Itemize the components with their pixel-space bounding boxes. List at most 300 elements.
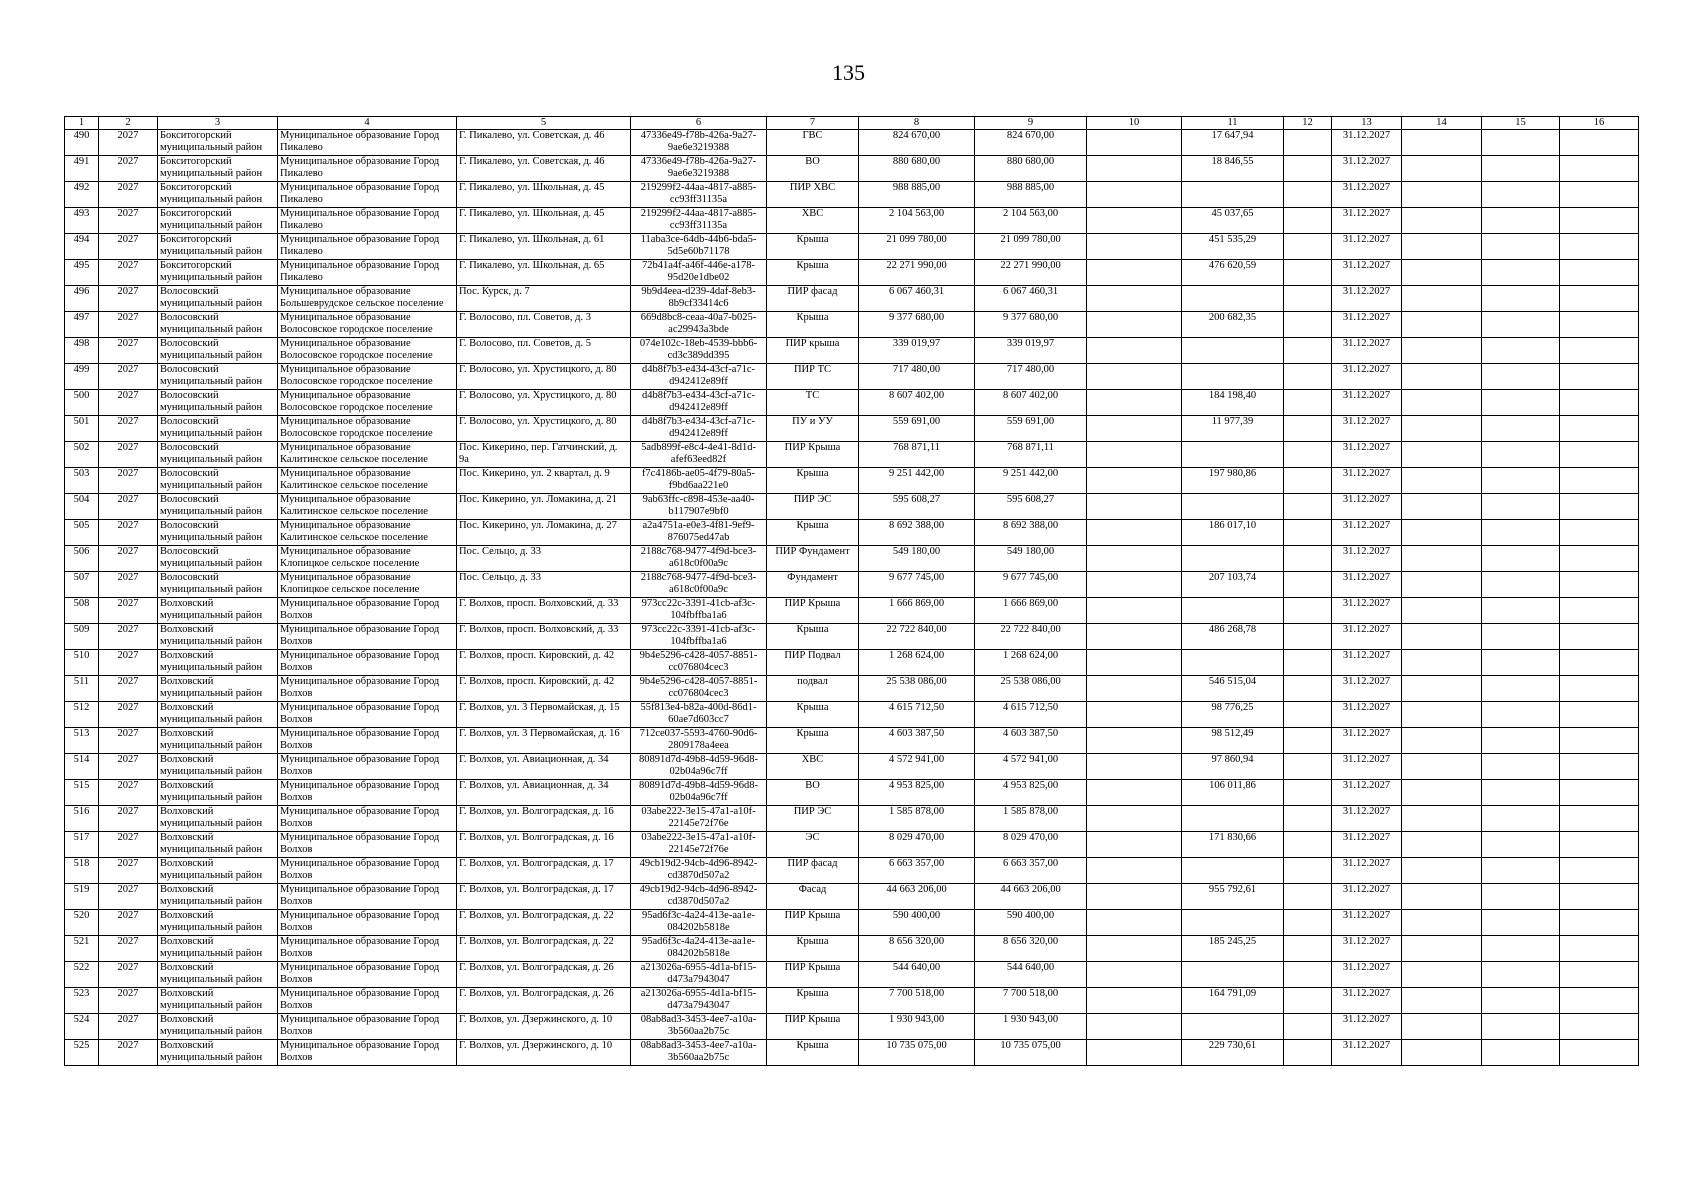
cell-col-12	[1284, 520, 1332, 546]
cell-col-5: Г. Волхов, ул. 3 Первомайская, д. 16	[457, 728, 631, 754]
cell-col-6: 55f813e4-b82a-400d-86d1-60ae7d603cc7	[631, 702, 767, 728]
cell-col-15	[1482, 936, 1560, 962]
cell-col-1: 503	[65, 468, 99, 494]
cell-col-10	[1087, 130, 1182, 156]
cell-col-16	[1560, 442, 1639, 468]
cell-col-13: 31.12.2027	[1332, 156, 1402, 182]
cell-col-7: ПИР Крыша	[767, 598, 859, 624]
cell-col-13: 31.12.2027	[1332, 208, 1402, 234]
cell-col-16	[1560, 286, 1639, 312]
cell-col-2: 2027	[99, 624, 158, 650]
cell-col-6: f7c4186b-ae05-4f79-80a5-f9bd6aa221e0	[631, 468, 767, 494]
cell-col-14	[1402, 754, 1482, 780]
cell-col-16	[1560, 260, 1639, 286]
cell-col-13: 31.12.2027	[1332, 936, 1402, 962]
cell-col-1: 505	[65, 520, 99, 546]
cell-col-4: Муниципальное образование Город Волхов	[278, 728, 457, 754]
cell-col-5: Пос. Кикерино, ул. 2 квартал, д. 9	[457, 468, 631, 494]
cell-col-3: Волховский муниципальный район	[158, 1040, 278, 1066]
cell-col-12	[1284, 676, 1332, 702]
cell-col-12	[1284, 754, 1332, 780]
cell-col-7: Крыша	[767, 702, 859, 728]
cell-col-1: 502	[65, 442, 99, 468]
cell-col-16	[1560, 910, 1639, 936]
cell-col-6: 80891d7d-49b8-4d59-96d8-02b04a96c7ff	[631, 780, 767, 806]
cell-col-3: Волховский муниципальный район	[158, 962, 278, 988]
cell-col-10	[1087, 754, 1182, 780]
cell-col-3: Волховский муниципальный район	[158, 858, 278, 884]
cell-col-14	[1402, 884, 1482, 910]
cell-col-10	[1087, 884, 1182, 910]
cell-col-14	[1402, 338, 1482, 364]
cell-col-7: ПИР ЭС	[767, 806, 859, 832]
table-row	[65, 364, 1639, 390]
cell-col-13: 31.12.2027	[1332, 754, 1402, 780]
column-header-3: 3	[158, 117, 278, 130]
cell-col-6: 11aba3ce-64db-44b6-bda5-5d5e60b71178	[631, 234, 767, 260]
cell-col-10	[1087, 832, 1182, 858]
table-row	[65, 546, 1639, 572]
cell-col-2: 2027	[99, 520, 158, 546]
cell-col-5: Г. Волхов, ул. Авиационная, д. 34	[457, 754, 631, 780]
cell-col-7: ВО	[767, 780, 859, 806]
cell-col-5: Г. Пикалево, ул. Советская, д. 46	[457, 130, 631, 156]
cell-col-16	[1560, 494, 1639, 520]
cell-col-5: Г. Волхов, ул. Волгоградская, д. 17	[457, 884, 631, 910]
cell-col-2: 2027	[99, 208, 158, 234]
column-header-4: 4	[278, 117, 457, 130]
cell-col-6: 47336e49-f78b-426a-9a27-9ae6e3219388	[631, 130, 767, 156]
column-header-15: 15	[1482, 117, 1560, 130]
cell-col-14	[1402, 624, 1482, 650]
cell-col-4: Муниципальное образование Город Пикалево	[278, 182, 457, 208]
cell-col-3: Волховский муниципальный район	[158, 806, 278, 832]
cell-col-11: 164 791,09	[1182, 988, 1284, 1014]
cell-col-2: 2027	[99, 390, 158, 416]
cell-col-15	[1482, 988, 1560, 1014]
cell-col-4: Муниципальное образование Город Волхов	[278, 936, 457, 962]
table-row	[65, 416, 1639, 442]
cell-col-8: 1 268 624,00	[859, 650, 975, 676]
cell-col-10	[1087, 858, 1182, 884]
cell-col-6: 9b9d4eea-d239-4daf-8eb3-8b9cf33414c6	[631, 286, 767, 312]
cell-col-7: ЭС	[767, 832, 859, 858]
cell-col-9: 559 691,00	[975, 416, 1087, 442]
cell-col-16	[1560, 936, 1639, 962]
cell-col-11: 451 535,29	[1182, 234, 1284, 260]
cell-col-7: ПИР Крыша	[767, 442, 859, 468]
cell-col-3: Волховский муниципальный район	[158, 988, 278, 1014]
cell-col-7: ПИР Крыша	[767, 910, 859, 936]
cell-col-8: 590 400,00	[859, 910, 975, 936]
cell-col-3: Волосовский муниципальный район	[158, 312, 278, 338]
cell-col-13: 31.12.2027	[1332, 806, 1402, 832]
cell-col-12	[1284, 936, 1332, 962]
cell-col-11	[1182, 858, 1284, 884]
cell-col-4: Муниципальное образование Город Волхов	[278, 676, 457, 702]
cell-col-9: 988 885,00	[975, 182, 1087, 208]
cell-col-7: ПИР Подвал	[767, 650, 859, 676]
cell-col-15	[1482, 468, 1560, 494]
cell-col-12	[1284, 156, 1332, 182]
cell-col-12	[1284, 572, 1332, 598]
table-row	[65, 598, 1639, 624]
register-table	[64, 116, 1639, 1066]
cell-col-11: 106 011,86	[1182, 780, 1284, 806]
cell-col-16	[1560, 884, 1639, 910]
cell-col-3: Волосовский муниципальный район	[158, 338, 278, 364]
cell-col-3: Волховский муниципальный район	[158, 624, 278, 650]
table-row	[65, 1040, 1639, 1066]
cell-col-9: 1 666 869,00	[975, 598, 1087, 624]
cell-col-12	[1284, 416, 1332, 442]
cell-col-15	[1482, 832, 1560, 858]
cell-col-5: Г. Волхов, просп. Кировский, д. 42	[457, 650, 631, 676]
cell-col-5: Г. Пикалево, ул. Советская, д. 46	[457, 156, 631, 182]
column-header-5: 5	[457, 117, 631, 130]
cell-col-11: 97 860,94	[1182, 754, 1284, 780]
table-row	[65, 754, 1639, 780]
cell-col-2: 2027	[99, 936, 158, 962]
cell-col-1: 501	[65, 416, 99, 442]
table-row	[65, 390, 1639, 416]
cell-col-16	[1560, 858, 1639, 884]
table-row	[65, 832, 1639, 858]
column-header-8: 8	[859, 117, 975, 130]
table-row	[65, 130, 1639, 156]
cell-col-4: Муниципальное образование Калитинское сельское поселение	[278, 494, 457, 520]
cell-col-8: 9 377 680,00	[859, 312, 975, 338]
cell-col-8: 339 019,97	[859, 338, 975, 364]
cell-col-8: 22 722 840,00	[859, 624, 975, 650]
cell-col-12	[1284, 780, 1332, 806]
cell-col-12	[1284, 988, 1332, 1014]
cell-col-8: 25 538 086,00	[859, 676, 975, 702]
cell-col-8: 4 615 712,50	[859, 702, 975, 728]
cell-col-9: 8 029 470,00	[975, 832, 1087, 858]
cell-col-12	[1284, 1014, 1332, 1040]
cell-col-7: Фундамент	[767, 572, 859, 598]
cell-col-13: 31.12.2027	[1332, 702, 1402, 728]
cell-col-8: 1 666 869,00	[859, 598, 975, 624]
cell-col-4: Муниципальное образование Калитинское сельское поселение	[278, 468, 457, 494]
cell-col-4: Муниципальное образование Клопицкое сельское поселение	[278, 546, 457, 572]
cell-col-3: Волховский муниципальный район	[158, 728, 278, 754]
cell-col-7: ПИР Фундамент	[767, 546, 859, 572]
cell-col-5: Пос. Курск, д. 7	[457, 286, 631, 312]
cell-col-10	[1087, 1040, 1182, 1066]
table-row	[65, 988, 1639, 1014]
cell-col-7: ПИР фасад	[767, 286, 859, 312]
cell-col-6: 80891d7d-49b8-4d59-96d8-02b04a96c7ff	[631, 754, 767, 780]
cell-col-12	[1284, 728, 1332, 754]
table-row	[65, 936, 1639, 962]
cell-col-13: 31.12.2027	[1332, 442, 1402, 468]
cell-col-1: 511	[65, 676, 99, 702]
cell-col-2: 2027	[99, 260, 158, 286]
cell-col-13: 31.12.2027	[1332, 546, 1402, 572]
cell-col-11: 11 977,39	[1182, 416, 1284, 442]
cell-col-15	[1482, 598, 1560, 624]
cell-col-2: 2027	[99, 676, 158, 702]
cell-col-16	[1560, 546, 1639, 572]
cell-col-3: Волосовский муниципальный район	[158, 364, 278, 390]
cell-col-9: 10 735 075,00	[975, 1040, 1087, 1066]
cell-col-2: 2027	[99, 338, 158, 364]
column-header-2: 2	[99, 117, 158, 130]
cell-col-6: 9b4e5296-c428-4057-8851-cc076804cec3	[631, 676, 767, 702]
cell-col-9: 8 607 402,00	[975, 390, 1087, 416]
cell-col-15	[1482, 494, 1560, 520]
cell-col-12	[1284, 338, 1332, 364]
cell-col-10	[1087, 806, 1182, 832]
cell-col-4: Муниципальное образование Волосовское городское поселение	[278, 390, 457, 416]
cell-col-14	[1402, 1040, 1482, 1066]
cell-col-6: d4b8f7b3-e434-43cf-a71c-d942412e89ff	[631, 364, 767, 390]
cell-col-5: Пос. Кикерино, пер. Гатчинский, д. 9а	[457, 442, 631, 468]
cell-col-8: 21 099 780,00	[859, 234, 975, 260]
cell-col-15	[1482, 208, 1560, 234]
cell-col-5: Г. Волхов, ул. Волгоградская, д. 22	[457, 936, 631, 962]
cell-col-16	[1560, 130, 1639, 156]
cell-col-9: 25 538 086,00	[975, 676, 1087, 702]
cell-col-2: 2027	[99, 442, 158, 468]
table-row	[65, 312, 1639, 338]
cell-col-8: 4 953 825,00	[859, 780, 975, 806]
cell-col-11: 17 647,94	[1182, 130, 1284, 156]
cell-col-7: Крыша	[767, 520, 859, 546]
cell-col-8: 768 871,11	[859, 442, 975, 468]
cell-col-9: 22 722 840,00	[975, 624, 1087, 650]
cell-col-10	[1087, 286, 1182, 312]
cell-col-9: 590 400,00	[975, 910, 1087, 936]
cell-col-5: Г. Волхов, ул. Авиационная, д. 34	[457, 780, 631, 806]
cell-col-9: 4 953 825,00	[975, 780, 1087, 806]
cell-col-1: 509	[65, 624, 99, 650]
column-header-12: 12	[1284, 117, 1332, 130]
cell-col-13: 31.12.2027	[1332, 858, 1402, 884]
cell-col-9: 880 680,00	[975, 156, 1087, 182]
cell-col-9: 549 180,00	[975, 546, 1087, 572]
cell-col-2: 2027	[99, 988, 158, 1014]
cell-col-4: Муниципальное образование Калитинское сельское поселение	[278, 442, 457, 468]
table-row	[65, 156, 1639, 182]
cell-col-2: 2027	[99, 1014, 158, 1040]
cell-col-6: 08ab8ad3-3453-4ee7-a10a-3b560aa2b75c	[631, 1014, 767, 1040]
cell-col-11	[1182, 182, 1284, 208]
cell-col-8: 595 608,27	[859, 494, 975, 520]
cell-col-12	[1284, 208, 1332, 234]
cell-col-5: Г. Волосово, ул. Хрустицкого, д. 80	[457, 364, 631, 390]
cell-col-1: 504	[65, 494, 99, 520]
cell-col-15	[1482, 546, 1560, 572]
cell-col-15	[1482, 520, 1560, 546]
cell-col-13: 31.12.2027	[1332, 390, 1402, 416]
cell-col-9: 6 067 460,31	[975, 286, 1087, 312]
cell-col-3: Бокситогорский муниципальный район	[158, 208, 278, 234]
cell-col-3: Волосовский муниципальный район	[158, 442, 278, 468]
cell-col-1: 495	[65, 260, 99, 286]
cell-col-12	[1284, 234, 1332, 260]
cell-col-3: Волховский муниципальный район	[158, 936, 278, 962]
cell-col-7: Крыша	[767, 988, 859, 1014]
cell-col-16	[1560, 650, 1639, 676]
cell-col-1: 517	[65, 832, 99, 858]
cell-col-14	[1402, 858, 1482, 884]
cell-col-11: 98 776,25	[1182, 702, 1284, 728]
cell-col-12	[1284, 598, 1332, 624]
cell-col-16	[1560, 1014, 1639, 1040]
cell-col-5: Г. Волхов, просп. Волховский, д. 33	[457, 624, 631, 650]
cell-col-16	[1560, 754, 1639, 780]
cell-col-11: 955 792,61	[1182, 884, 1284, 910]
cell-col-6: 95ad6f3c-4a24-413e-aa1e-084202b5818e	[631, 910, 767, 936]
table-row	[65, 260, 1639, 286]
cell-col-8: 8 607 402,00	[859, 390, 975, 416]
cell-col-8: 544 640,00	[859, 962, 975, 988]
cell-col-13: 31.12.2027	[1332, 598, 1402, 624]
cell-col-12	[1284, 962, 1332, 988]
cell-col-16	[1560, 572, 1639, 598]
cell-col-10	[1087, 598, 1182, 624]
cell-col-8: 9 251 442,00	[859, 468, 975, 494]
cell-col-4: Муниципальное образование Город Волхов	[278, 650, 457, 676]
cell-col-2: 2027	[99, 650, 158, 676]
cell-col-14	[1402, 182, 1482, 208]
cell-col-8: 4 572 941,00	[859, 754, 975, 780]
cell-col-16	[1560, 208, 1639, 234]
cell-col-16	[1560, 832, 1639, 858]
cell-col-4: Муниципальное образование Город Волхов	[278, 598, 457, 624]
cell-col-6: a213026a-6955-4d1a-bf15-d473a7943047	[631, 988, 767, 1014]
cell-col-14	[1402, 962, 1482, 988]
cell-col-7: ПИР ХВС	[767, 182, 859, 208]
cell-col-6: 9ab63ffc-c898-453e-aa40-b117907e9bf0	[631, 494, 767, 520]
cell-col-14	[1402, 572, 1482, 598]
cell-col-13: 31.12.2027	[1332, 286, 1402, 312]
table-row	[65, 338, 1639, 364]
cell-col-7: ПИР ТС	[767, 364, 859, 390]
cell-col-15	[1482, 884, 1560, 910]
cell-col-2: 2027	[99, 572, 158, 598]
cell-col-13: 31.12.2027	[1332, 728, 1402, 754]
cell-col-6: 49cb19d2-94cb-4d96-8942-cd3870d507a2	[631, 858, 767, 884]
cell-col-10	[1087, 494, 1182, 520]
table-row	[65, 624, 1639, 650]
cell-col-2: 2027	[99, 546, 158, 572]
cell-col-10	[1087, 624, 1182, 650]
cell-col-16	[1560, 1040, 1639, 1066]
cell-col-3: Волосовский муниципальный район	[158, 416, 278, 442]
cell-col-1: 510	[65, 650, 99, 676]
cell-col-14	[1402, 728, 1482, 754]
cell-col-11	[1182, 806, 1284, 832]
cell-col-7: Крыша	[767, 1040, 859, 1066]
cell-col-2: 2027	[99, 234, 158, 260]
cell-col-4: Муниципальное образование Город Волхов	[278, 884, 457, 910]
cell-col-7: ПИР ЭС	[767, 494, 859, 520]
cell-col-15	[1482, 390, 1560, 416]
cell-col-13: 31.12.2027	[1332, 884, 1402, 910]
cell-col-1: 518	[65, 858, 99, 884]
cell-col-12	[1284, 312, 1332, 338]
table-row	[65, 208, 1639, 234]
cell-col-11: 184 198,40	[1182, 390, 1284, 416]
cell-col-12	[1284, 286, 1332, 312]
cell-col-6: d4b8f7b3-e434-43cf-a71c-d942412e89ff	[631, 390, 767, 416]
cell-col-7: ПИР фасад	[767, 858, 859, 884]
cell-col-1: 519	[65, 884, 99, 910]
cell-col-12	[1284, 468, 1332, 494]
cell-col-9: 1 268 624,00	[975, 650, 1087, 676]
cell-col-13: 31.12.2027	[1332, 988, 1402, 1014]
cell-col-1: 513	[65, 728, 99, 754]
cell-col-1: 498	[65, 338, 99, 364]
cell-col-3: Волосовский муниципальный район	[158, 286, 278, 312]
cell-col-2: 2027	[99, 1040, 158, 1066]
cell-col-9: 6 663 357,00	[975, 858, 1087, 884]
cell-col-16	[1560, 364, 1639, 390]
cell-col-6: 03abe222-3e15-47a1-a10f-22145e72f76e	[631, 832, 767, 858]
cell-col-10	[1087, 234, 1182, 260]
cell-col-16	[1560, 156, 1639, 182]
cell-col-5: Г. Волхов, ул. Волгоградская, д. 16	[457, 806, 631, 832]
cell-col-11	[1182, 910, 1284, 936]
cell-col-6: 08ab8ad3-3453-4ee7-a10a-3b560aa2b75c	[631, 1040, 767, 1066]
cell-col-1: 507	[65, 572, 99, 598]
cell-col-5: Г. Волосово, пл. Советов, д. 5	[457, 338, 631, 364]
cell-col-9: 1 585 878,00	[975, 806, 1087, 832]
cell-col-6: a213026a-6955-4d1a-bf15-d473a7943047	[631, 962, 767, 988]
cell-col-4: Муниципальное образование Город Пикалево	[278, 234, 457, 260]
cell-col-12	[1284, 182, 1332, 208]
cell-col-11: 486 268,78	[1182, 624, 1284, 650]
cell-col-13: 31.12.2027	[1332, 1014, 1402, 1040]
cell-col-4: Муниципальное образование Город Пикалево	[278, 156, 457, 182]
cell-col-11	[1182, 962, 1284, 988]
cell-col-6: d4b8f7b3-e434-43cf-a71c-d942412e89ff	[631, 416, 767, 442]
cell-col-11: 200 682,35	[1182, 312, 1284, 338]
cell-col-9: 4 615 712,50	[975, 702, 1087, 728]
cell-col-16	[1560, 468, 1639, 494]
cell-col-9: 595 608,27	[975, 494, 1087, 520]
cell-col-15	[1482, 338, 1560, 364]
cell-col-16	[1560, 338, 1639, 364]
cell-col-2: 2027	[99, 416, 158, 442]
cell-col-7: Крыша	[767, 234, 859, 260]
cell-col-16	[1560, 182, 1639, 208]
cell-col-15	[1482, 624, 1560, 650]
cell-col-5: Г. Волхов, ул. 3 Первомайская, д. 15	[457, 702, 631, 728]
cell-col-11: 186 017,10	[1182, 520, 1284, 546]
cell-col-7: Крыша	[767, 312, 859, 338]
cell-col-3: Бокситогорский муниципальный район	[158, 156, 278, 182]
cell-col-8: 9 677 745,00	[859, 572, 975, 598]
cell-col-16	[1560, 676, 1639, 702]
table-row	[65, 572, 1639, 598]
cell-col-3: Волосовский муниципальный район	[158, 390, 278, 416]
column-header-10: 10	[1087, 117, 1182, 130]
cell-col-5: Г. Волосово, ул. Хрустицкого, д. 80	[457, 390, 631, 416]
cell-col-2: 2027	[99, 312, 158, 338]
cell-col-4: Муниципальное образование Город Волхов	[278, 910, 457, 936]
cell-col-14	[1402, 156, 1482, 182]
cell-col-9: 2 104 563,00	[975, 208, 1087, 234]
cell-col-1: 515	[65, 780, 99, 806]
cell-col-1: 496	[65, 286, 99, 312]
cell-col-9: 7 700 518,00	[975, 988, 1087, 1014]
cell-col-15	[1482, 806, 1560, 832]
